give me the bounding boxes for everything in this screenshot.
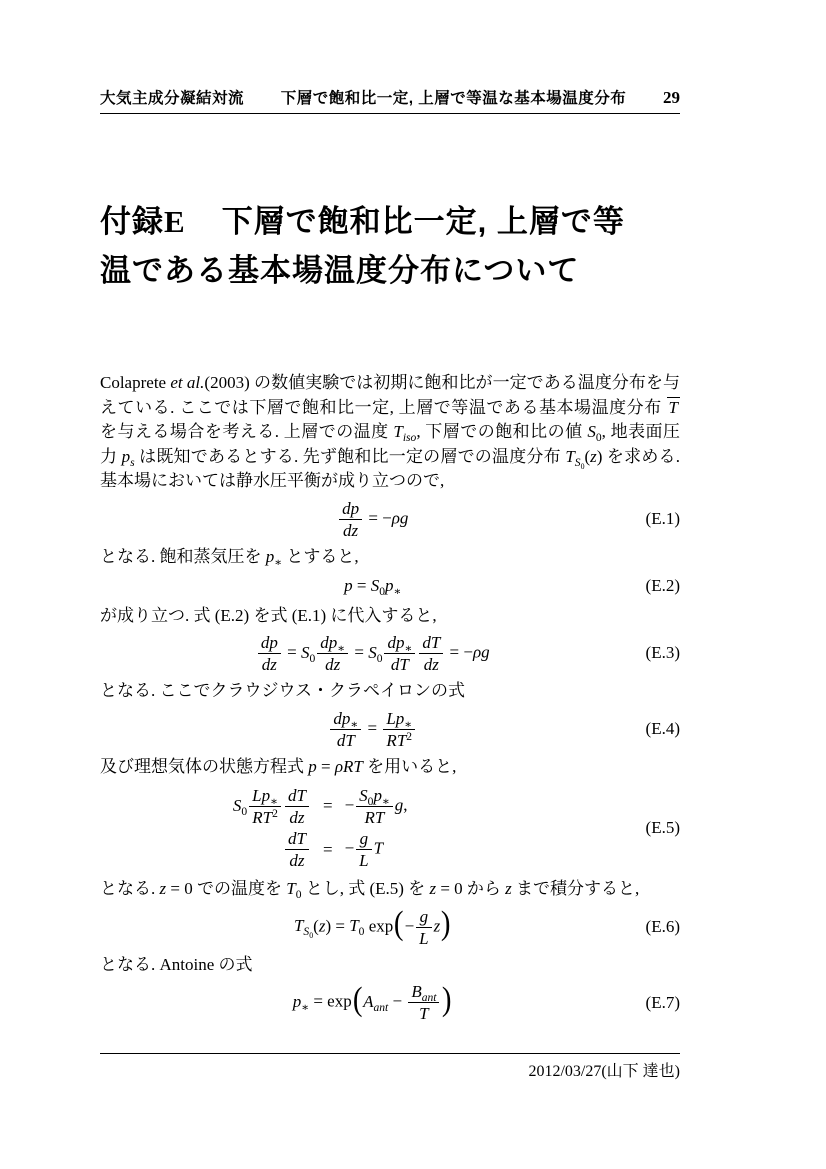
equation-number: (E.2) (645, 576, 680, 596)
appendix-title (100, 197, 700, 295)
paragraph-after-e2: が成り立つ. 式 (E.2) を式 (E.1) に代入すると, (100, 605, 437, 625)
header-page-number: 29 (662, 88, 680, 107)
appendix-title-line2 (100, 246, 700, 295)
equation-E5-body (55, 784, 601, 872)
appendix-title-text1: 下層で飽和比一定, 上層で等 (221, 204, 625, 239)
equation-E3-body: $\frac{dp}{dz}$ = $S_0$ $\frac{dp_∗}{dz}$ = $S_0$ $\frac{dp_∗}{dT}$ $\frac{dT}{dz}$ = −ρg (100, 633, 646, 674)
header-left-title: 大気主成分凝結対流 (100, 90, 245, 107)
equation-E6-body: $T_{S_0}(z) = T_0$ exp(− $\frac{g}{L}$ z) (293, 904, 451, 948)
paragraph-after-e3: となる. ここでクラウジウス・クラペイロンの式 (100, 681, 465, 701)
running-header (100, 86, 680, 114)
equation-E2 (100, 574, 680, 599)
equation-number: (E.3) (645, 643, 680, 663)
equation-E2-body: $p = S_0p_∗$ (344, 576, 402, 599)
paragraph-after-e4: 及び理想気体の状態方程式 p = ρRT を用いると, (100, 756, 457, 776)
footer-credit: 2012/03/27(山下 達也) (528, 1063, 680, 1080)
paragraph-intro: Colaprete et al.(2003) の数値実験では初期に飽和比が一定である温度分布を与えている. ここでは下層で飽和比一定, 上層で等温である基本場温度分布 T を与える場合を考える. 上層での温度 $T_{iso}$, 下層での飽和比の値 $S_0$, 地表面圧力 $p_s$ は既知であるとする. 先ず飽和比一定の層での温度分布 $T_{S_0}(z)$ を求める. 基本場においては静水圧平衡が成り立つので, (100, 373, 681, 490)
header-section-title: 下層で飽和比一定, 上層で等温な基本場温度分布 (280, 90, 627, 107)
page-footer (100, 1053, 680, 1081)
equation-E5 (100, 784, 680, 872)
equation-number: (E.7) (645, 992, 680, 1012)
equation-E1 (100, 499, 680, 540)
equation-E7 (100, 982, 680, 1023)
paragraph-after-e1: となる. 飽和蒸気圧を $p_∗$ とすると, (100, 546, 359, 569)
equation-E5-line: $S_0$ $\frac{Lp_∗}{RT^2}$ $\frac{dT}{dz}$ = − $\frac{S_0p_∗}{RT}$ g, (232, 786, 408, 828)
equation-E4 (100, 709, 680, 750)
appendix-title-text2: 温である基本場温度分布について (100, 253, 580, 288)
paragraph-after-e6: となる. Antoine の式 (100, 954, 253, 974)
equation-E5-line: $\frac{dT}{dz}$ = − $\frac{g}{L}$ T (55, 829, 601, 870)
equation-E3 (100, 633, 680, 674)
appendix-label: 付録 (100, 204, 164, 239)
appendix-letter: E (164, 204, 186, 239)
equation-number: (E.1) (645, 508, 680, 528)
paragraph-after-e5: となる. z = 0 での温度を $T_0$ とし, 式 (E.5) を z = 0 から z まで積分すると, (100, 879, 640, 902)
equation-number: (E.6) (645, 917, 680, 937)
equation-number: (E.4) (645, 718, 680, 738)
equation-E1-body: $\frac{dp}{dz}$ = −ρg (100, 499, 646, 540)
equation-number: (E.5) (645, 818, 680, 837)
equation-E7-body: $p_∗ = \exp(A_{ant}$ − $\frac{B_{ant}}{T}$ ) (292, 980, 452, 1024)
equation-E6 (100, 904, 680, 948)
equation-E4-body: $\frac{dp_∗}{dT}$ = $\frac{Lp_∗}{RT^2}$ (100, 709, 646, 750)
appendix-title-line1 (100, 197, 700, 246)
document-body (100, 371, 680, 1028)
